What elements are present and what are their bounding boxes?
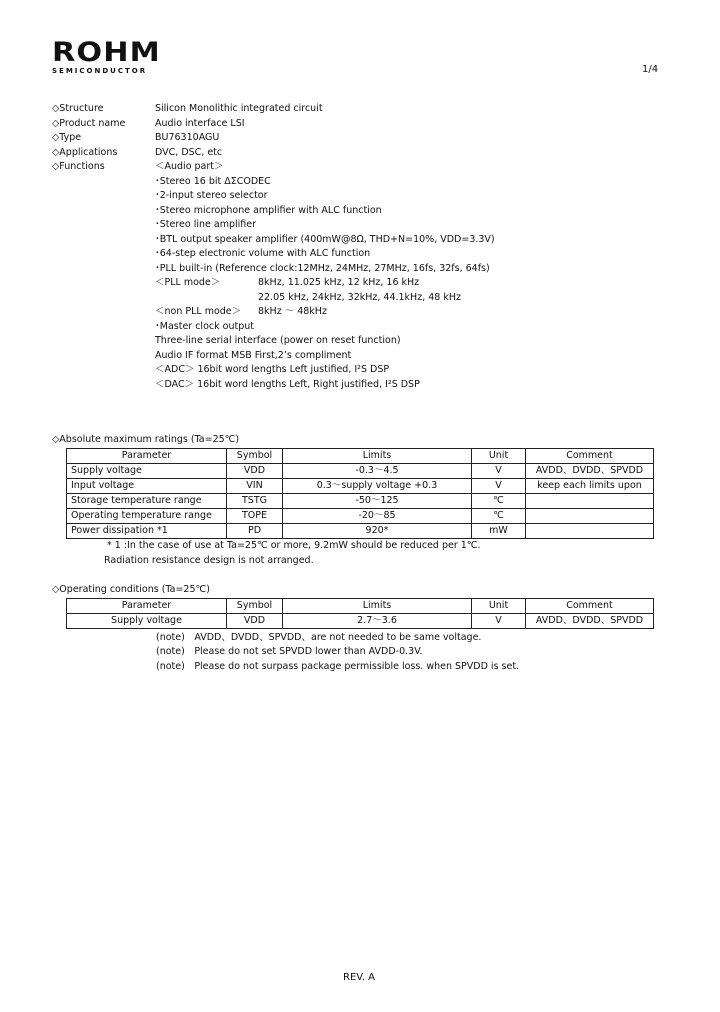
header-cell: Parameter xyxy=(67,599,227,614)
function-item: ･Stereo line amplifier xyxy=(155,219,257,230)
structure-value: Silicon Monolithic integrated circuit xyxy=(155,103,323,114)
function-item: ･PLL built-in (Reference clock:12MHz, 24MHz, 27MHz, 16fs, 32fs, 64fs) xyxy=(155,262,490,274)
structure-label: ◇Structure xyxy=(52,103,104,114)
header-cell: Comment xyxy=(526,449,654,464)
table-cell: TSTG xyxy=(227,494,283,509)
page-number: 1/4 xyxy=(642,64,659,75)
table-cell: Operating temperature range xyxy=(67,509,227,524)
pll-mode-rates-2: 22.05 kHz, 24kHz, 32kHz, 44.1kHz, 48 kHz xyxy=(258,291,461,303)
table-cell xyxy=(526,494,654,509)
abs-max-footnote: * 1 :In the case of use at Ta=25℃ or more, 9.2mW should be reduced per 1℃. xyxy=(107,540,481,551)
abs-max-title: ◇Absolute maximum ratings (Ta=25℃) xyxy=(52,434,240,445)
function-item: ･Master clock output xyxy=(155,320,254,332)
rohm-logo xyxy=(52,37,161,75)
table-cell: -20～85 xyxy=(283,509,472,524)
table-cell: Supply voltage xyxy=(67,614,227,629)
table-cell: VDD xyxy=(227,614,283,629)
table-cell: ℃ xyxy=(472,509,526,524)
pll-mode-label: ＜PLL mode＞ xyxy=(155,277,221,288)
table-cell: -50～125 xyxy=(283,494,472,509)
table-cell: VIN xyxy=(227,479,283,494)
op-cond-table xyxy=(66,598,654,629)
function-item: ･BTL output speaker amplifier (400mW@8Ω, THD+N=10%, VDD=3.3V) xyxy=(155,233,495,245)
function-item: Three-line serial interface (power on reset function) xyxy=(155,335,401,346)
function-item: ･64-step electronic volume with ALC function xyxy=(155,248,371,259)
table-cell: 2.7～3.6 xyxy=(283,614,472,629)
table-cell: ℃ xyxy=(472,494,526,509)
applications-label: ◇Applications xyxy=(52,146,118,158)
type-value: BU76310AGU xyxy=(155,132,220,143)
table-cell: -0.3～4.5 xyxy=(283,464,472,479)
functions-label: ◇Functions xyxy=(52,161,105,172)
table-row xyxy=(67,524,654,539)
table-row xyxy=(67,464,654,479)
function-item: Audio IF format MSB First,2’s compliment xyxy=(155,349,352,361)
header-cell: Parameter xyxy=(67,449,227,464)
table-cell: 920* xyxy=(283,524,472,539)
op-cond-note: (note) Please do not set SPVDD lower than AVDD-0.3V. xyxy=(156,646,423,657)
table-cell: AVDD、DVDD、SPVDD xyxy=(526,614,654,629)
table-cell: Power dissipation *1 xyxy=(67,524,227,539)
table-cell xyxy=(526,509,654,524)
function-item: ＜Audio part＞ xyxy=(155,161,224,172)
op-cond-title: ◇Operating conditions (Ta=25℃) xyxy=(52,584,210,595)
table-cell: V xyxy=(472,479,526,494)
table-cell: Input voltage xyxy=(67,479,227,494)
table-cell: TOPE xyxy=(227,509,283,524)
table-row xyxy=(67,479,654,494)
table-cell: AVDD、DVDD、SPVDD xyxy=(526,464,654,479)
header-cell: Symbol xyxy=(227,599,283,614)
table-row xyxy=(67,614,654,629)
table-cell: 0.3～supply voltage +0.3 xyxy=(283,479,472,494)
function-item: ･Stereo 16 bit ΔΣCODEC xyxy=(155,175,271,187)
table-cell: V xyxy=(472,464,526,479)
header-cell: Limits xyxy=(283,449,472,464)
type-label: ◇Type xyxy=(52,132,82,143)
header-cell: Unit xyxy=(472,449,526,464)
table-cell: mW xyxy=(472,524,526,539)
applications-value: DVC, DSC, etc xyxy=(155,146,223,158)
table-row xyxy=(67,494,654,509)
table-cell: PD xyxy=(227,524,283,539)
function-item: ･2-input stereo selector xyxy=(155,190,268,201)
pll-mode-rates-1: 8kHz, 11.025 kHz, 12 kHz, 16 kHz xyxy=(258,277,420,288)
logo-main: ROHM xyxy=(52,37,161,68)
table-cell: keep each limits upon xyxy=(526,479,654,494)
logo-subtitle: SEMICONDUCTOR xyxy=(52,67,148,75)
non-pll-value: 8kHz ～ 48kHz xyxy=(258,306,327,317)
abs-max-radiation-note: Radiation resistance design is not arranged. xyxy=(104,555,314,566)
product-label: ◇Product name xyxy=(52,117,126,129)
table-header-row xyxy=(67,449,654,464)
function-item: ＜ADC＞ 16bit word lengths Left justified, I²S DSP xyxy=(155,364,390,375)
table-cell: VDD xyxy=(227,464,283,479)
function-item: ･Stereo microphone amplifier with ALC function xyxy=(155,204,382,216)
table-cell: Storage temperature range xyxy=(67,494,227,509)
op-cond-note: (note) Please do not surpass package permissible loss. when SPVDD is set. xyxy=(156,661,520,672)
header-cell: Limits xyxy=(283,599,472,614)
revision-label: REV. A xyxy=(343,972,376,983)
table-cell: V xyxy=(472,614,526,629)
abs-max-table xyxy=(66,448,654,539)
header-cell: Unit xyxy=(472,599,526,614)
table-row xyxy=(67,509,654,524)
non-pll-label: ＜non PLL mode＞ xyxy=(155,306,242,317)
header-cell: Symbol xyxy=(227,449,283,464)
header-cell: Comment xyxy=(526,599,654,614)
table-header-row xyxy=(67,599,654,614)
table-cell: Supply voltage xyxy=(67,464,227,479)
function-item: ＜DAC＞ 16bit word lengths Left, Right justified, I²S DSP xyxy=(155,378,420,390)
product-value: Audio interface LSI xyxy=(155,117,245,129)
op-cond-note: (note) AVDD、DVDD、SPVDD、are not needed to be same voltage. xyxy=(156,632,482,643)
table-cell xyxy=(526,524,654,539)
